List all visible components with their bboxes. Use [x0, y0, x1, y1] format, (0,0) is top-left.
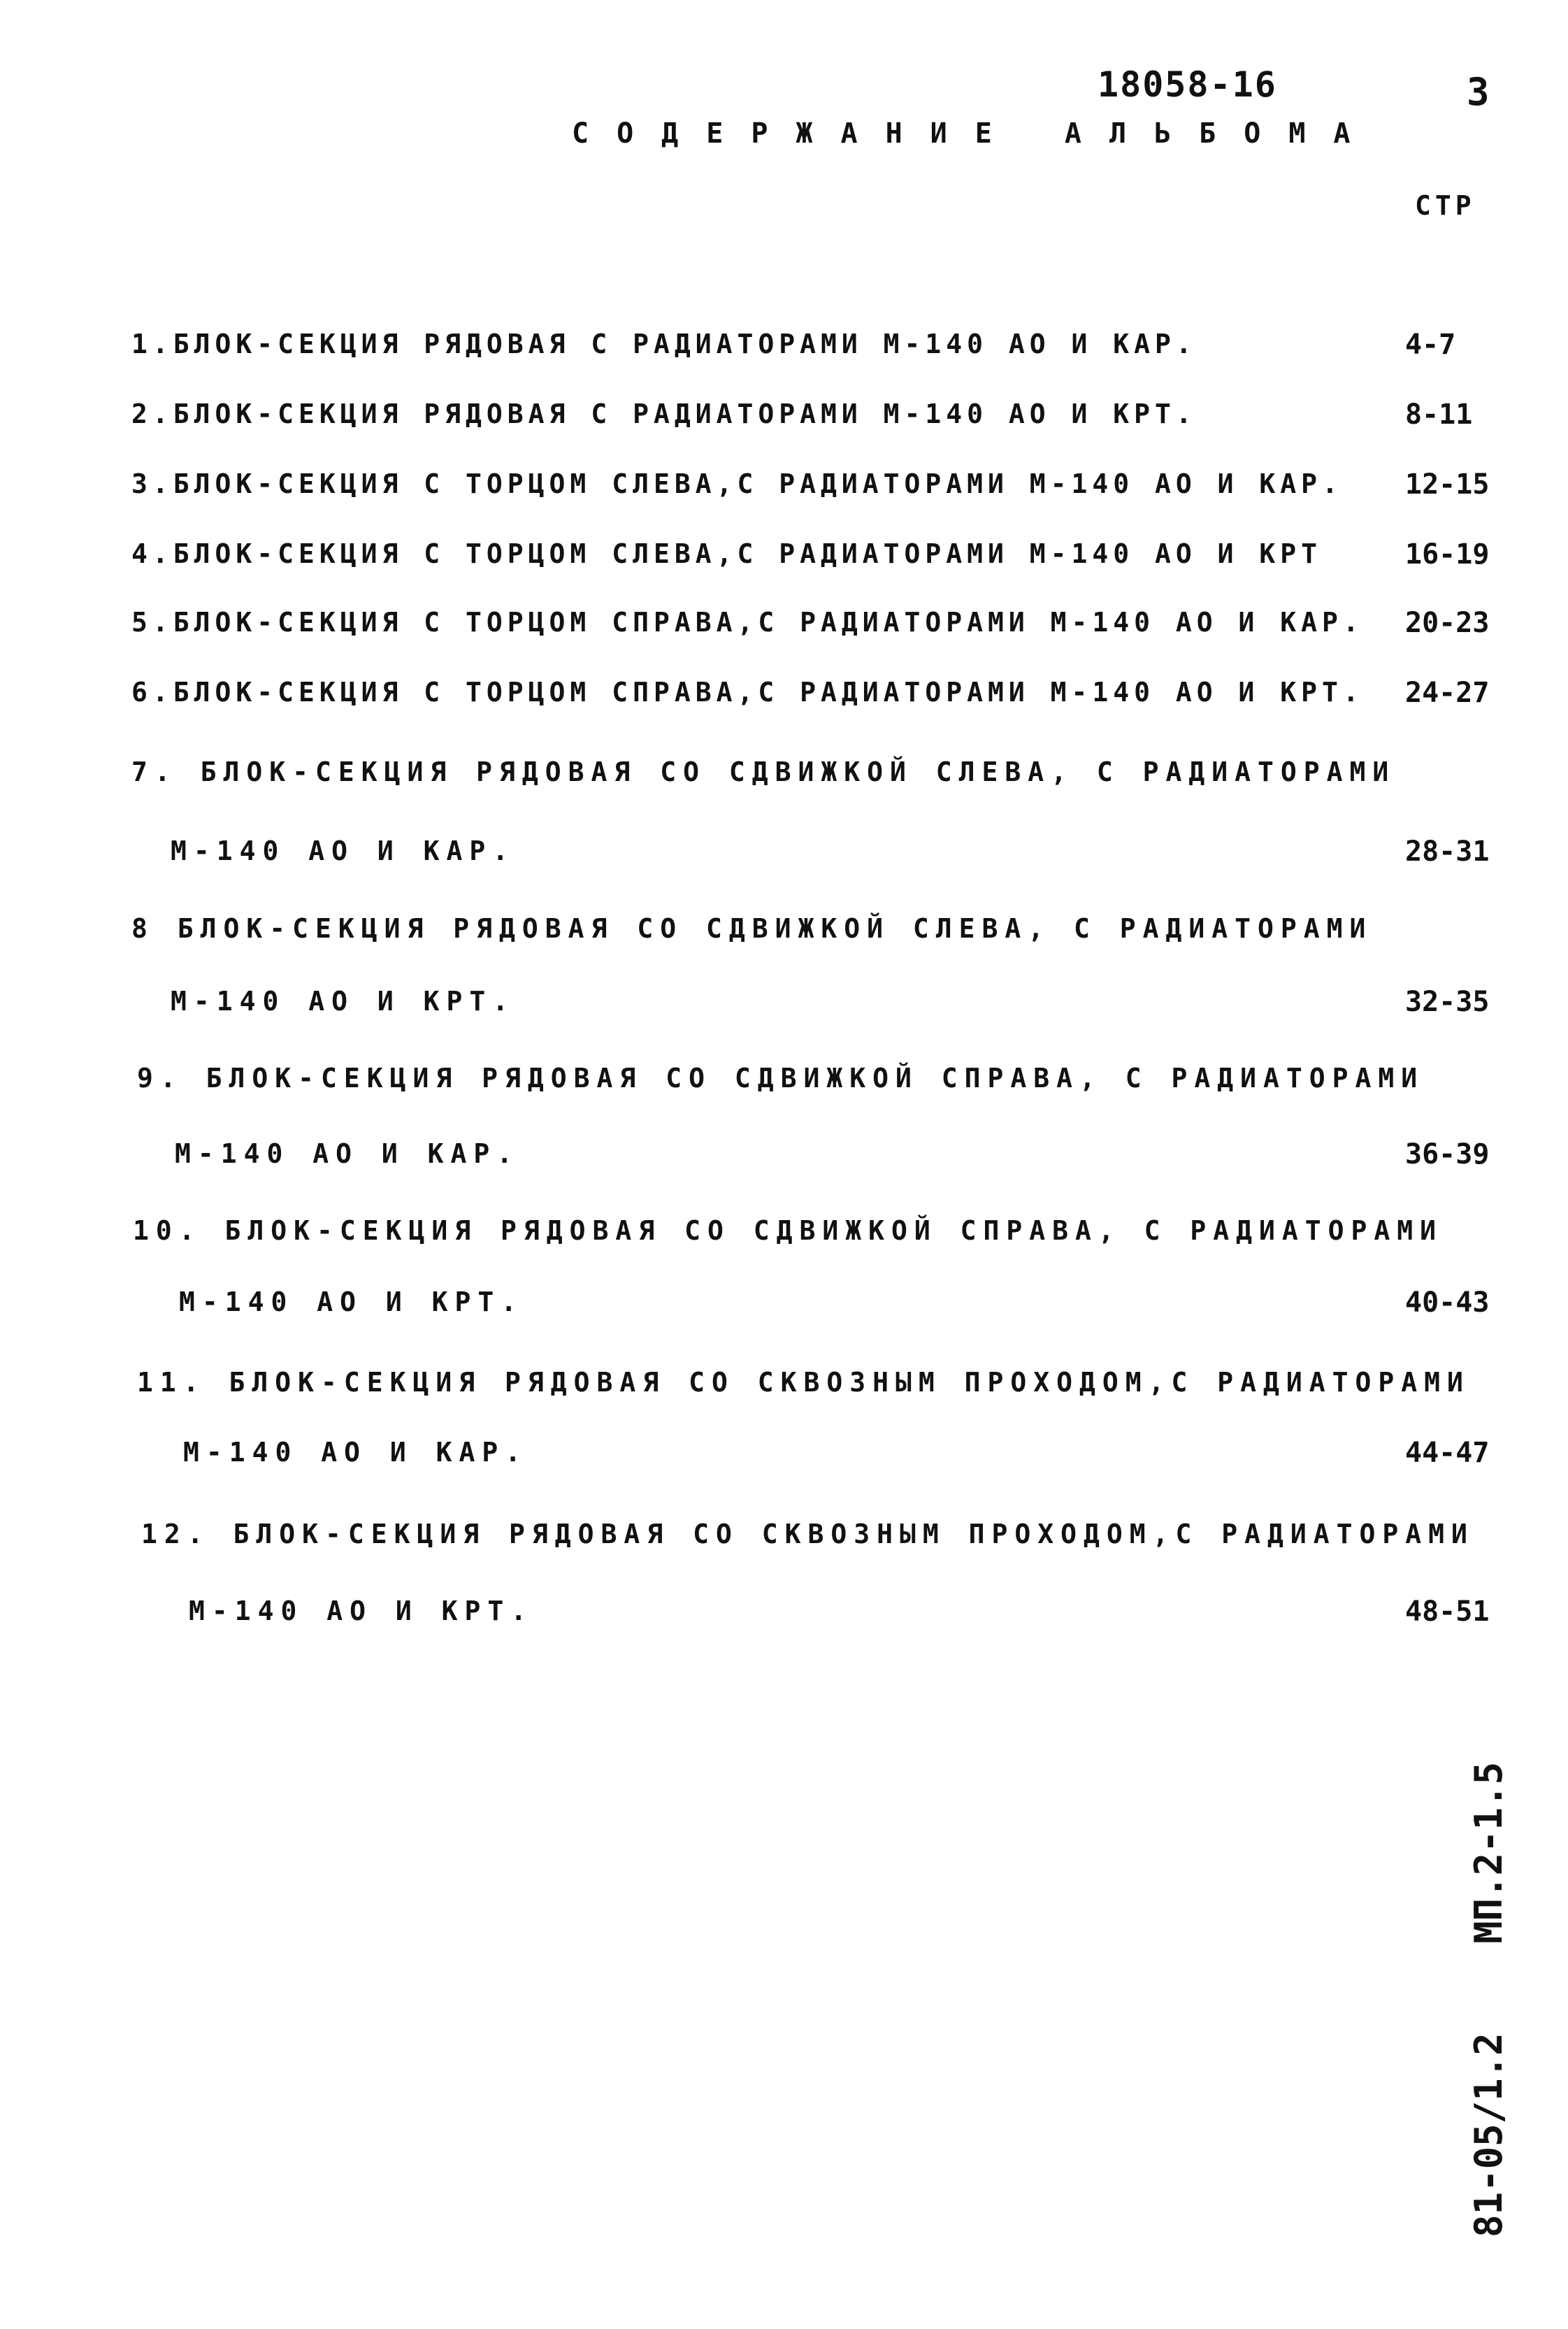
toc-entry-pages: 20-23	[1405, 607, 1490, 639]
toc-entry-subtitle: М-140 АО И КАР.	[171, 836, 516, 866]
toc-entry	[0, 607, 1568, 656]
toc-entry-subtitle: М-140 АО И КРТ.	[189, 1596, 534, 1626]
toc-entry-subtitle: М-140 АО И КРТ.	[171, 986, 516, 1017]
toc-entry-pages: 28-31	[1405, 836, 1490, 868]
toc-entry	[0, 757, 1568, 805]
toc-entry-continuation	[0, 1437, 1568, 1486]
toc-entry	[0, 468, 1568, 517]
toc-entry	[0, 1215, 1568, 1264]
toc-entry-title: 10. БЛОК-СЕКЦИЯ РЯДОВАЯ СО СДВИЖКОЙ СПРАВА, С РАДИАТОРАМИ	[133, 1215, 1444, 1246]
side-code-series: МП.2-1.5	[1467, 1761, 1511, 1944]
toc-entry-pages: 24-27	[1405, 677, 1490, 709]
toc-entry	[0, 1519, 1568, 1568]
toc-entry	[0, 329, 1568, 378]
toc-entry-subtitle: М-140 АО И КРТ.	[179, 1287, 524, 1317]
toc-entry-subtitle: М-140 АО И КАР.	[183, 1437, 528, 1468]
toc-entry-continuation	[0, 1287, 1568, 1335]
page-title: СОДЕРЖАНИЕ АЛЬБОМА	[572, 117, 1379, 150]
toc-entry	[0, 677, 1568, 726]
toc-entry-pages: 36-39	[1405, 1138, 1490, 1170]
toc-entry-title: 1.БЛОК-СЕКЦИЯ РЯДОВАЯ С РАДИАТОРАМИ М-140 АО И КАР.	[131, 329, 1197, 359]
toc-entry-title: 6.БЛОК-СЕКЦИЯ С ТОРЦОМ СПРАВА,С РАДИАТОРАМИ М-140 АО И КРТ.	[131, 677, 1364, 708]
toc-entry-continuation	[0, 1596, 1568, 1644]
document-number: 18058-16	[1098, 64, 1277, 105]
toc-entry-title: 5.БЛОК-СЕКЦИЯ С ТОРЦОМ СПРАВА,С РАДИАТОРАМИ М-140 АО И КАР.	[131, 607, 1364, 638]
toc-entry-subtitle: М-140 АО И КАР.	[175, 1138, 520, 1169]
page-number: 3	[1467, 70, 1490, 114]
toc-entry-continuation	[0, 836, 1568, 884]
toc-entry-pages: 48-51	[1405, 1596, 1490, 1628]
toc-entry-title: 8 БЛОК-СЕКЦИЯ РЯДОВАЯ СО СДВИЖКОЙ СЛЕВА, С РАДИАТОРАМИ	[131, 913, 1373, 944]
toc-entry-title: 11. БЛОК-СЕКЦИЯ РЯДОВАЯ СО СКВОЗНЫМ ПРОХОДОМ,С РАДИАТОРАМИ	[137, 1367, 1470, 1398]
toc-entry	[0, 399, 1568, 447]
toc-entry	[0, 1367, 1568, 1416]
toc-entry-pages: 4-7	[1405, 329, 1456, 361]
toc-entry-title: 4.БЛОК-СЕКЦИЯ С ТОРЦОМ СЛЕВА,С РАДИАТОРАМИ М-140 АО И КРТ	[131, 538, 1323, 569]
toc-entry	[0, 538, 1568, 587]
toc-entry-pages: 32-35	[1405, 986, 1490, 1018]
toc-entry-title: 3.БЛОК-СЕКЦИЯ С ТОРЦОМ СЛЕВА,С РАДИАТОРАМИ М-140 АО И КАР.	[131, 468, 1343, 499]
toc-entry-continuation	[0, 1138, 1568, 1187]
toc-entry-pages: 12-15	[1405, 468, 1490, 501]
toc-entry-pages: 8-11	[1405, 399, 1473, 431]
toc-entry-title: 9. БЛОК-СЕКЦИЯ РЯДОВАЯ СО СДВИЖКОЙ СПРАВА, С РАДИАТОРАМИ	[137, 1063, 1425, 1094]
side-code-issue: 81-05/1.2	[1467, 2033, 1511, 2237]
toc-entry-pages: 44-47	[1405, 1437, 1490, 1469]
toc-entry	[0, 913, 1568, 962]
toc-entry-title: 2.БЛОК-СЕКЦИЯ РЯДОВАЯ С РАДИАТОРАМИ М-140 АО И КРТ.	[131, 399, 1197, 429]
toc-entry-pages: 16-19	[1405, 538, 1490, 571]
toc-entry-title: 7. БЛОК-СЕКЦИЯ РЯДОВАЯ СО СДВИЖКОЙ СЛЕВА, С РАДИАТОРАМИ	[131, 757, 1396, 787]
toc-entry-pages: 40-43	[1405, 1287, 1490, 1319]
toc-entry	[0, 1063, 1568, 1112]
toc-entry-continuation	[0, 986, 1568, 1035]
toc-entry-title: 12. БЛОК-СЕКЦИЯ РЯДОВАЯ СО СКВОЗНЫМ ПРОХОДОМ,С РАДИАТОРАМИ	[141, 1519, 1474, 1549]
pages-column-label: СТР	[1415, 190, 1476, 221]
